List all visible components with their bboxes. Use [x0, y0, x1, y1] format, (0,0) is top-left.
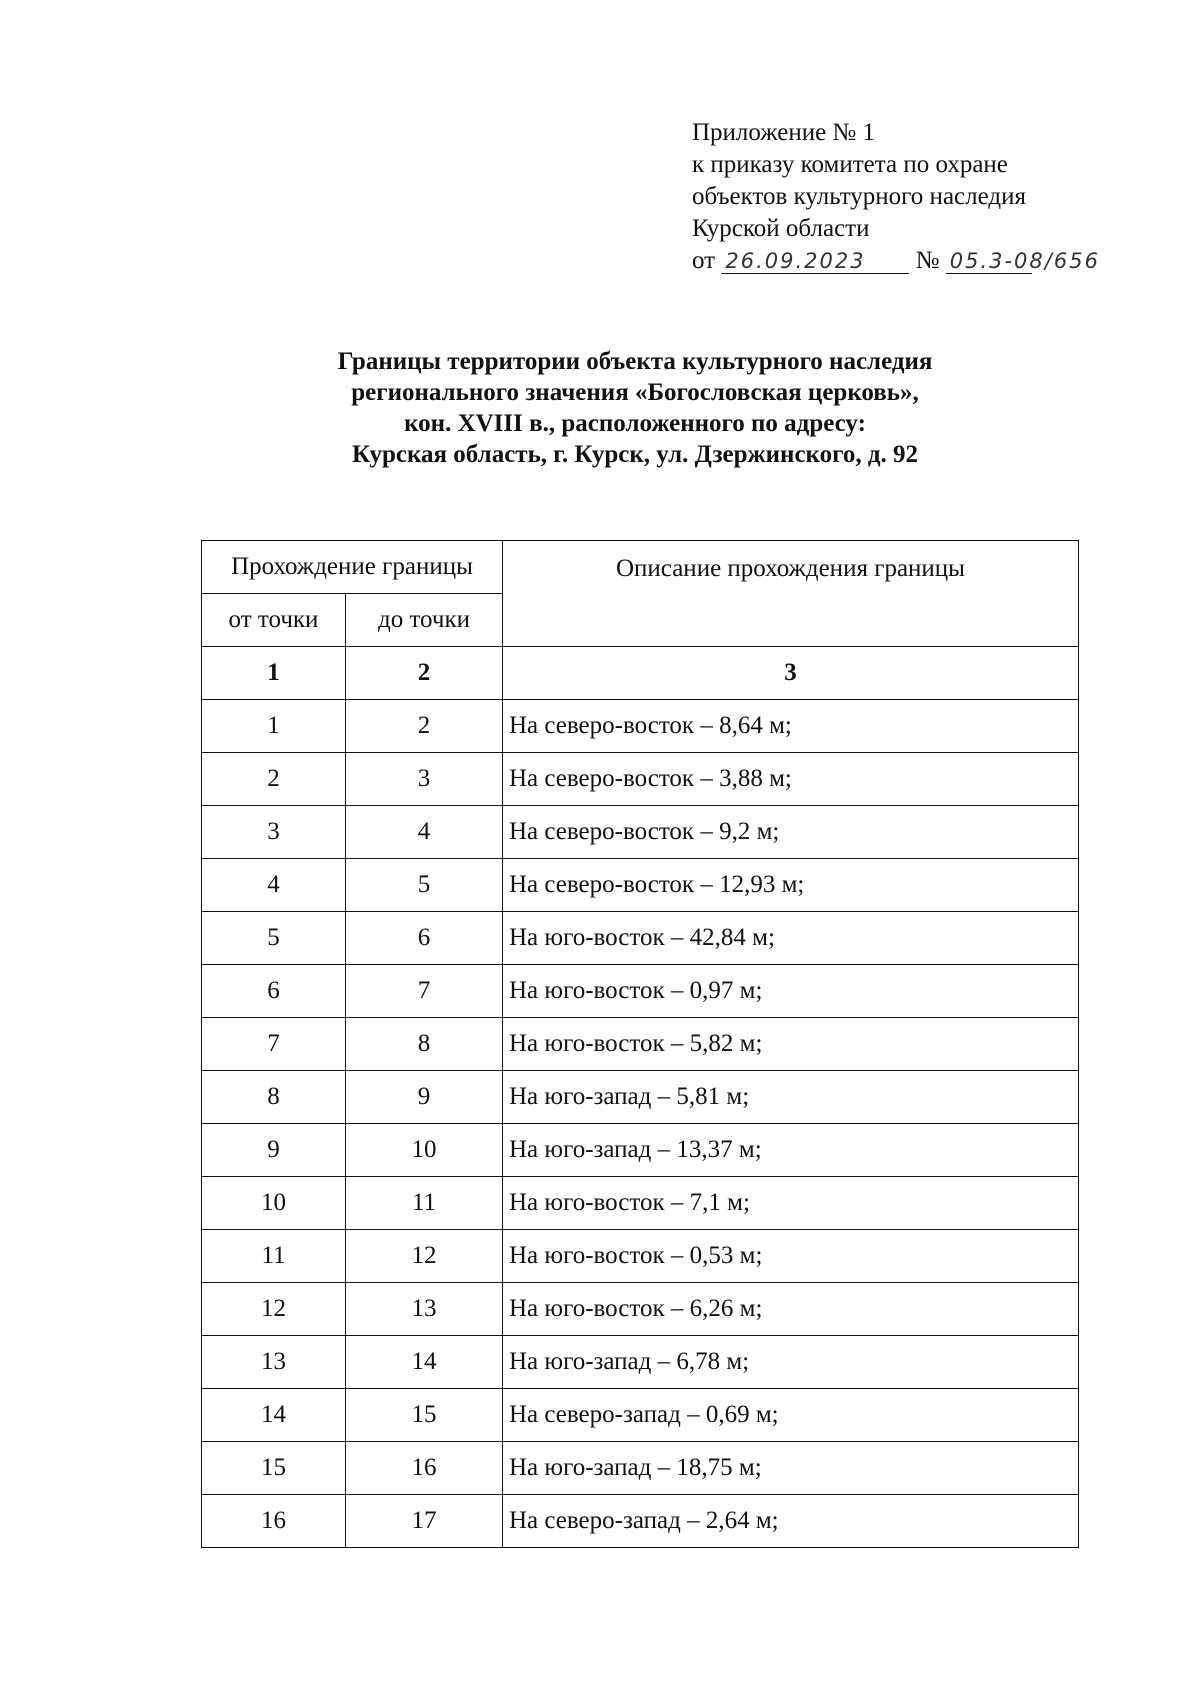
- table-row: [202, 1177, 1079, 1230]
- column-number-row: [202, 647, 1079, 700]
- to-point-cell: 3: [346, 753, 503, 806]
- appendix-line-4: Курской области: [692, 215, 870, 242]
- from-point-cell: 8: [202, 1071, 346, 1124]
- from-point-cell: 9: [202, 1124, 346, 1177]
- description-cell: На северо-восток – 3,88 м;: [503, 753, 1079, 806]
- title-line-2: регионального значения «Богословская церковь»,: [351, 379, 919, 406]
- appendix-line-1: Приложение № 1: [692, 119, 876, 146]
- number-sign: №: [915, 247, 940, 274]
- description-cell: На юго-запад – 6,78 м;: [503, 1336, 1079, 1389]
- table-row: [202, 1018, 1079, 1071]
- description-cell: На юго-запад – 13,37 м;: [503, 1124, 1079, 1177]
- to-point-cell: 2: [346, 700, 503, 753]
- description-cell: На юго-запад – 18,75 м;: [503, 1442, 1079, 1495]
- title-line-3: кон. XVIII в., расположенного по адресу:: [404, 410, 866, 437]
- from-point-cell: 14: [202, 1389, 346, 1442]
- table-row: [202, 753, 1079, 806]
- header-to-point: до точки: [346, 594, 503, 647]
- description-cell: На юго-восток – 5,82 м;: [503, 1018, 1079, 1071]
- column-number: 2: [346, 647, 503, 700]
- to-point-cell: 7: [346, 965, 503, 1018]
- from-point-cell: 2: [202, 753, 346, 806]
- from-point-cell: 16: [202, 1495, 346, 1548]
- from-point-cell: 11: [202, 1230, 346, 1283]
- to-point-cell: 14: [346, 1336, 503, 1389]
- title-line-1: Границы территории объекта культурного наследия: [337, 348, 933, 375]
- header-description: Описание прохождения границы: [503, 541, 1079, 647]
- description-cell: На северо-восток – 9,2 м;: [503, 806, 1079, 859]
- table-row: [202, 1442, 1079, 1495]
- table-row: [202, 1283, 1079, 1336]
- description-cell: На юго-восток – 42,84 м;: [503, 912, 1079, 965]
- table-row: [202, 700, 1079, 753]
- to-point-cell: 13: [346, 1283, 503, 1336]
- to-point-cell: 16: [346, 1442, 503, 1495]
- from-point-cell: 1: [202, 700, 346, 753]
- table-row: [202, 806, 1079, 859]
- order-number: 05.3-08/656: [949, 249, 1100, 273]
- header-from-point: от точки: [202, 594, 346, 647]
- appendix-date-line: [692, 245, 1100, 277]
- title-line-4: Курская область, г. Курск, ул. Дзержинского, д. 92: [351, 441, 918, 468]
- table-row: [202, 1495, 1079, 1548]
- to-point-cell: 6: [346, 912, 503, 965]
- to-point-cell: 5: [346, 859, 503, 912]
- table-row: [202, 1336, 1079, 1389]
- description-cell: На юго-восток – 0,53 м;: [503, 1230, 1079, 1283]
- table-row: [202, 1230, 1079, 1283]
- description-cell: На юго-запад – 5,81 м;: [503, 1071, 1079, 1124]
- description-cell: На северо-запад – 0,69 м;: [503, 1389, 1079, 1442]
- description-cell: На северо-восток – 12,93 м;: [503, 859, 1079, 912]
- to-point-cell: 10: [346, 1124, 503, 1177]
- column-number: 1: [202, 647, 346, 700]
- table-row: [202, 859, 1079, 912]
- to-point-cell: 17: [346, 1495, 503, 1548]
- boundary-table: [201, 540, 1079, 1548]
- number-field: [946, 249, 1100, 274]
- to-point-cell: 8: [346, 1018, 503, 1071]
- table-row: [202, 965, 1079, 1018]
- table-row: [202, 1389, 1079, 1442]
- from-point-cell: 6: [202, 965, 346, 1018]
- to-point-cell: 12: [346, 1230, 503, 1283]
- description-cell: На северо-запад – 2,64 м;: [503, 1495, 1079, 1548]
- from-point-cell: 13: [202, 1336, 346, 1389]
- order-date: 26.09.2023: [725, 249, 866, 273]
- appendix-block: [692, 117, 1100, 277]
- appendix-line-3: объектов культурного наследия: [692, 183, 1026, 210]
- description-cell: На северо-восток – 8,64 м;: [503, 700, 1079, 753]
- from-point-cell: 15: [202, 1442, 346, 1495]
- to-point-cell: 15: [346, 1389, 503, 1442]
- header-boundary-passage: Прохождение границы: [202, 541, 503, 594]
- from-point-cell: 12: [202, 1283, 346, 1336]
- description-cell: На юго-восток – 7,1 м;: [503, 1177, 1079, 1230]
- document-title: [200, 346, 1070, 470]
- from-point-cell: 7: [202, 1018, 346, 1071]
- description-cell: На юго-восток – 0,97 м;: [503, 965, 1079, 1018]
- description-cell: На юго-восток – 6,26 м;: [503, 1283, 1079, 1336]
- to-point-cell: 4: [346, 806, 503, 859]
- from-point-cell: 4: [202, 859, 346, 912]
- table-row: [202, 1071, 1079, 1124]
- table-row: [202, 1124, 1079, 1177]
- column-number: 3: [503, 647, 1079, 700]
- to-point-cell: 9: [346, 1071, 503, 1124]
- from-point-cell: 5: [202, 912, 346, 965]
- from-point-cell: 3: [202, 806, 346, 859]
- date-prefix: от: [692, 247, 716, 274]
- appendix-line-2: к приказу комитета по охране: [692, 151, 1008, 178]
- date-field: [721, 249, 909, 274]
- from-point-cell: 10: [202, 1177, 346, 1230]
- table-row: [202, 912, 1079, 965]
- to-point-cell: 11: [346, 1177, 503, 1230]
